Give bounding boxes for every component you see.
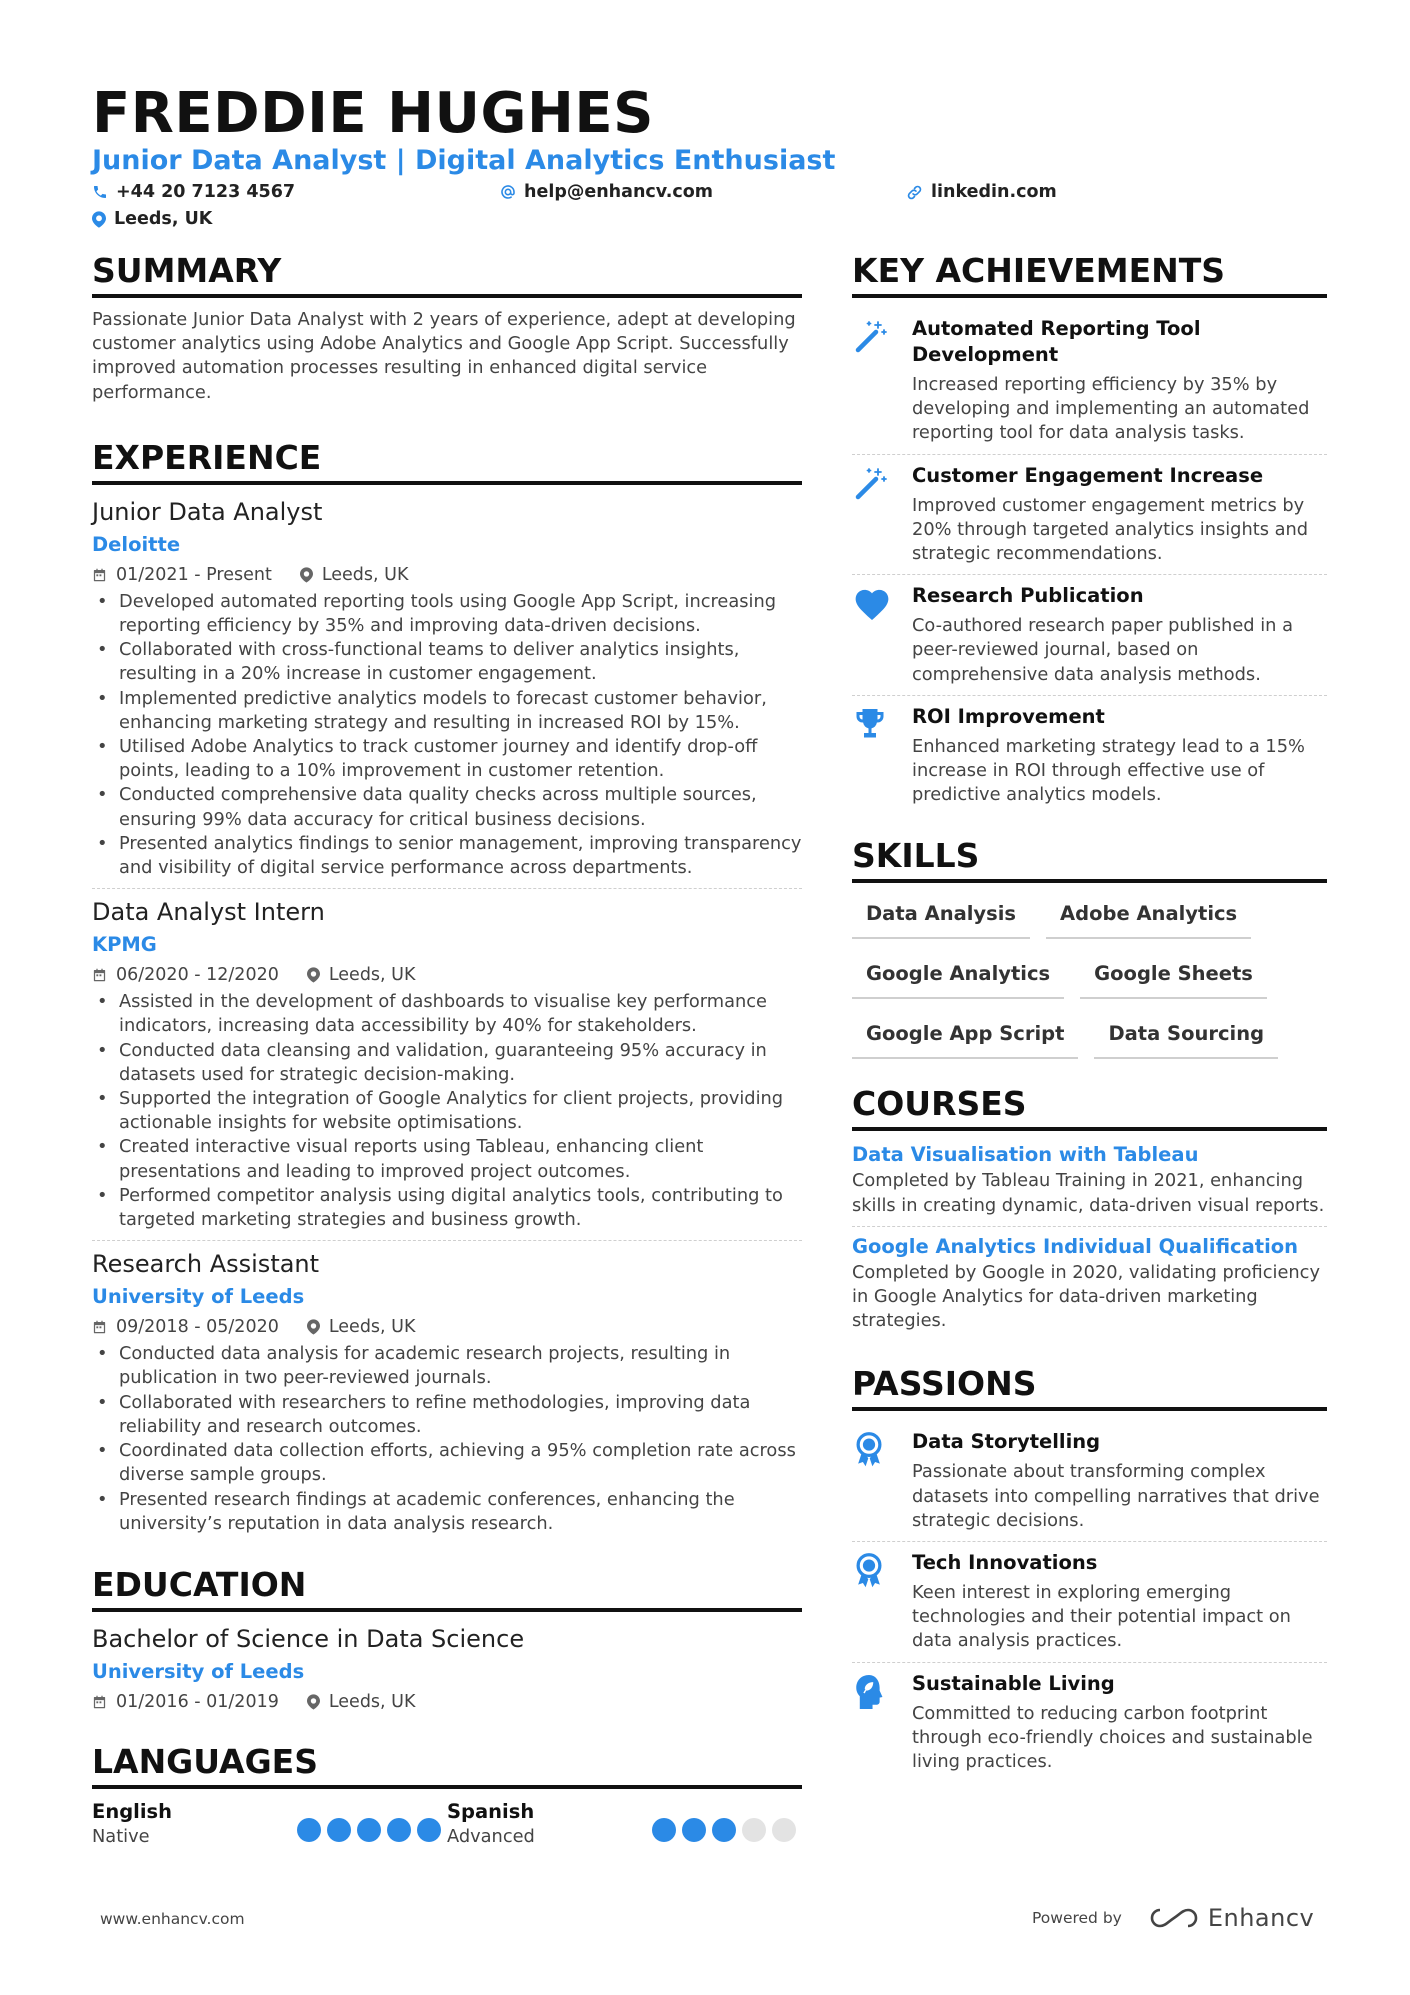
calendar-icon	[92, 1319, 107, 1335]
education-dates: 01/2016 - 01/2019	[116, 1691, 279, 1712]
language-rating	[646, 1799, 796, 1849]
magic-wand-icon	[852, 465, 888, 501]
education-location: Leeds, UK	[328, 1691, 416, 1712]
bullet-item: • Conducted comprehensive data quality checks across multiple sources, ensuring 99% data accuracy for critical business decisions.	[92, 783, 802, 831]
experience-section	[92, 437, 802, 1536]
bullet-item: • Collaborated with cross-functional teams to deliver analytics insights, resulting in a 20% increase in customer engagement.	[92, 638, 802, 686]
enhancv-logo-icon	[1150, 1905, 1198, 1931]
rating-dot-filled	[357, 1818, 381, 1842]
achievement-item	[852, 308, 1327, 455]
achievement-item	[852, 575, 1327, 696]
job-bullets	[92, 590, 802, 880]
contact-location	[92, 207, 212, 231]
language-level: Advanced	[447, 1825, 535, 1847]
education-section	[92, 1564, 802, 1715]
achievement-desc: Improved customer engagement metrics by 20% through targeted analytics insights and strategic recommendations.	[912, 494, 1309, 565]
contact-linkedin[interactable]	[906, 180, 1057, 204]
candidate-name: FREDDIE HUGHES	[92, 81, 654, 146]
passion-item	[852, 1542, 1327, 1663]
job-dates: 01/2021 - Present	[116, 564, 272, 585]
job-meta	[92, 562, 802, 588]
passion-desc: Passionate about transforming complex datasets into compelling narratives that drive strategic decisions.	[912, 1461, 1320, 1531]
skill-tag: Google App Script	[852, 1013, 1078, 1059]
summary-heading: SUMMARY	[92, 250, 802, 298]
trophy-icon	[852, 706, 888, 742]
job-bullets	[92, 990, 802, 1232]
skill-tag: Google Analytics	[852, 953, 1064, 999]
language-level: Native	[92, 1825, 150, 1847]
rating-dot-filled	[297, 1818, 321, 1842]
courses-heading: COURSES	[852, 1083, 1327, 1131]
language-rating	[291, 1799, 441, 1849]
magic-wand-icon	[852, 318, 888, 354]
candidate-title: Junior Data Analyst | Digital Analytics Enthusiast	[92, 145, 836, 176]
rating-dot-filled	[712, 1818, 736, 1842]
school-name: University of Leeds	[92, 1659, 305, 1683]
footer-website[interactable]: www.enhancv.com	[100, 1910, 245, 1928]
divider	[92, 888, 802, 889]
passion-title: Tech Innovations	[912, 1551, 1098, 1575]
rating-dot-filled	[417, 1818, 441, 1842]
footer-brand[interactable]	[1032, 1904, 1314, 1932]
language-item	[92, 1799, 447, 1849]
job-location: Leeds, UK	[328, 1317, 416, 1338]
bullet-item: • Conducted data cleansing and validation, guaranteeing 95% accuracy in datasets used for strategic decision-making.	[92, 1039, 802, 1087]
language-name: English	[92, 1799, 173, 1823]
skill-list	[852, 893, 1327, 1073]
location-pin-icon	[307, 1694, 320, 1710]
powered-by-text: Powered by	[1032, 1909, 1122, 1927]
summary-section	[92, 250, 802, 405]
courses-section	[852, 1083, 1327, 1333]
divider	[852, 1226, 1327, 1227]
job-entry	[92, 495, 802, 880]
passion-item	[852, 1663, 1327, 1783]
job-location: Leeds, UK	[328, 965, 416, 986]
course-title: Google Analytics Individual Qualification	[852, 1234, 1299, 1258]
rating-dot-filled	[682, 1818, 706, 1842]
linkedin-text: linkedin.com	[931, 182, 1057, 202]
job-company: University of Leeds	[92, 1285, 305, 1309]
experience-heading: EXPERIENCE	[92, 437, 802, 485]
course-title: Data Visualisation with Tableau	[852, 1143, 1199, 1167]
rating-dot-empty	[772, 1818, 796, 1842]
job-title: Research Assistant	[92, 1250, 320, 1279]
languages-heading: LANGUAGES	[92, 1741, 802, 1789]
contact-email[interactable]	[500, 180, 713, 204]
achievement-item	[852, 455, 1327, 576]
divider	[92, 1240, 802, 1241]
job-entry	[92, 895, 802, 1232]
phone-icon	[92, 184, 108, 200]
heart-icon	[852, 585, 892, 621]
skill-tag: Google Sheets	[1080, 953, 1267, 999]
passion-title: Sustainable Living	[912, 1671, 1115, 1695]
rating-dot-filled	[652, 1818, 676, 1842]
bullet-item: • Assisted in the development of dashboards to visualise key performance indicators, increasing data accessibility by 40% for stakeholders.	[92, 990, 802, 1038]
achievements-heading: KEY ACHIEVEMENTS	[852, 250, 1327, 298]
at-icon	[500, 184, 516, 200]
bullet-item: • Presented research findings at academic conferences, enhancing the university’s reputation in data analysis research.	[92, 1488, 802, 1536]
course-desc: Completed by Google in 2020, validating proficiency in Google Analytics for data-driven marketing strategies.	[852, 1261, 1320, 1332]
education-heading: EDUCATION	[92, 1564, 802, 1612]
right-column	[852, 250, 1327, 1782]
achievement-title: Customer Engagement Increase	[912, 463, 1264, 487]
course-item	[852, 1141, 1327, 1217]
job-dates: 06/2020 - 12/2020	[116, 965, 279, 986]
bullet-item: • Supported the integration of Google Analytics for client projects, providing actionable insights for website optimisations.	[92, 1087, 802, 1135]
education-meta	[92, 1689, 802, 1715]
bullet-item: • Coordinated data collection efforts, achieving a 95% completion rate across diverse sample groups.	[92, 1439, 802, 1487]
phone-text: +44 20 7123 4567	[116, 182, 296, 202]
location-pin-icon	[300, 567, 313, 583]
skills-section	[852, 835, 1327, 1073]
brand-name: Enhancv	[1207, 1904, 1315, 1932]
job-dates: 09/2018 - 05/2020	[116, 1317, 279, 1338]
achievements-section	[852, 250, 1327, 815]
bullet-item: • Utilised Adobe Analytics to track customer journey and identify drop-off points, leading to a 10% improvement in customer retention.	[92, 735, 802, 783]
bullet-item: • Developed automated reporting tools using Google App Script, increasing reporting efficiency by 35% and improving data-driven decisions.	[92, 590, 802, 638]
languages-section	[92, 1741, 802, 1849]
job-company: KPMG	[92, 933, 157, 957]
achievement-title: Automated Reporting Tool Development	[912, 317, 1201, 366]
bullet-item: • Performed competitor analysis using digital analytics tools, contributing to targeted marketing strategies and business growth.	[92, 1184, 802, 1232]
location-pin-icon	[92, 211, 106, 228]
achievement-desc: Co-authored research paper published in a peer-reviewed journal, based on comprehensive data analysis methods.	[912, 615, 1293, 685]
calendar-icon	[92, 967, 107, 983]
achievement-desc: Enhanced marketing strategy lead to a 15% increase in ROI through effective use of predictive analytics models.	[912, 735, 1305, 806]
skill-tag: Data Analysis	[852, 893, 1030, 939]
location-pin-icon	[307, 1319, 320, 1335]
contact-phone[interactable]	[92, 180, 295, 204]
course-item	[852, 1233, 1327, 1334]
calendar-icon	[92, 1694, 107, 1710]
email-text: help@enhancv.com	[524, 182, 714, 202]
job-entry	[92, 1247, 802, 1536]
rating-dot-filled	[387, 1818, 411, 1842]
skills-heading: SKILLS	[852, 835, 1327, 883]
language-item	[447, 1799, 802, 1849]
award-ribbon-icon	[852, 1431, 886, 1469]
job-location: Leeds, UK	[321, 564, 409, 585]
skill-tag: Data Sourcing	[1094, 1013, 1278, 1059]
bullet-item: • Created interactive visual reports using Tableau, enhancing client presentations and leading to improved project outcomes.	[92, 1135, 802, 1183]
passion-desc: Committed to reducing carbon footprint through eco-friendly choices and sustainable living practices.	[912, 1702, 1313, 1773]
passions-heading: PASSIONS	[852, 1363, 1327, 1411]
degree-title: Bachelor of Science in Data Science	[92, 1624, 525, 1653]
bullet-item: • Conducted data analysis for academic research projects, resulting in publication in two peer-reviewed journals.	[92, 1342, 802, 1390]
achievement-title: ROI Improvement	[912, 704, 1105, 728]
passion-title: Data Storytelling	[912, 1430, 1101, 1454]
achievement-title: Research Publication	[912, 584, 1144, 608]
head-leaf-icon	[852, 1673, 886, 1711]
rating-dot-filled	[327, 1818, 351, 1842]
achievement-item	[852, 696, 1327, 816]
passion-desc: Keen interest in exploring emerging technologies and their potential impact on data analysis practices.	[912, 1582, 1291, 1652]
passions-section	[852, 1363, 1327, 1782]
calendar-icon	[92, 567, 107, 583]
bullet-item: • Presented analytics findings to senior management, improving transparency and visibility of digital service performance across departments.	[92, 832, 802, 880]
left-column	[92, 250, 802, 1849]
skill-tag: Adobe Analytics	[1046, 893, 1251, 939]
award-ribbon-icon	[852, 1552, 886, 1590]
job-bullets	[92, 1342, 802, 1536]
job-meta	[92, 962, 802, 988]
link-icon	[906, 184, 923, 201]
course-desc: Completed by Tableau Training in 2021, enhancing skills in creating dynamic, data-driven visual reports.	[852, 1170, 1325, 1216]
location-pin-icon	[307, 967, 320, 983]
language-list	[92, 1799, 802, 1849]
job-meta	[92, 1314, 802, 1340]
location-text: Leeds, UK	[114, 209, 213, 229]
rating-dot-empty	[742, 1818, 766, 1842]
bullet-item: • Collaborated with researchers to refine methodologies, improving data reliability and research outcomes.	[92, 1391, 802, 1439]
achievement-desc: Increased reporting efficiency by 35% by developing and implementing an automated reporting tool for data analysis tasks.	[912, 374, 1310, 444]
bullet-item: • Implemented predictive analytics models to forecast customer behavior, enhancing marketing strategy and resulting in increased ROI by 15%.	[92, 687, 802, 735]
job-company: Deloitte	[92, 532, 181, 556]
passion-item	[852, 1421, 1327, 1542]
language-name: Spanish	[447, 1799, 535, 1823]
job-title: Data Analyst Intern	[92, 898, 325, 927]
job-title: Junior Data Analyst	[92, 497, 323, 526]
summary-text: Passionate Junior Data Analyst with 2 years of experience, adept at developing customer analytics using Adobe Analytics and Google App Script. Successfully improved automation processes resulting in enhanced digital service performance.	[92, 309, 796, 403]
